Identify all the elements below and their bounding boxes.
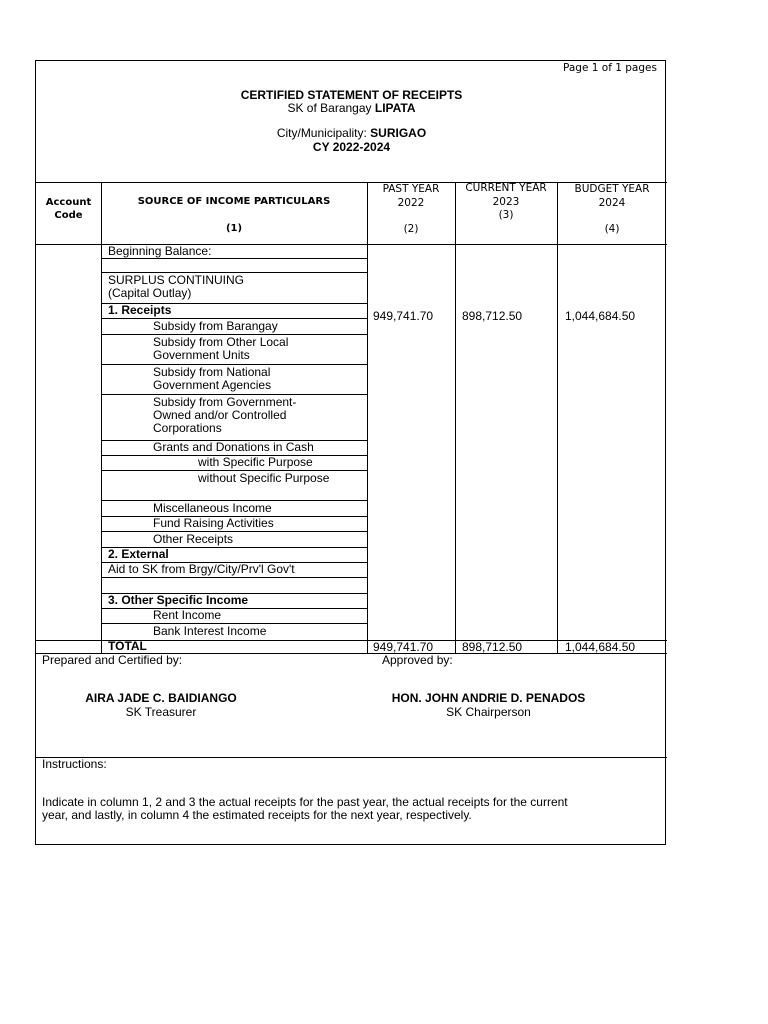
- row-line: [101, 258, 367, 259]
- calendar-year: CY 2022-2024: [312, 140, 391, 154]
- past-year-column-number: (2): [403, 223, 419, 235]
- subsidy-nga-label: [153, 366, 271, 392]
- other-specific-label: 3. Other Specific Income: [108, 593, 249, 607]
- budget-year-column-number: (4): [604, 223, 620, 235]
- account-code-header-line1: Account: [45, 197, 92, 208]
- row-line: [101, 577, 367, 578]
- col-divider-2: [367, 182, 368, 653]
- past-year-header-line1: PAST YEAR: [382, 183, 440, 195]
- grants-label: Grants and Donations in Cash: [153, 440, 314, 454]
- without-purpose-label: without Specific Purpose: [198, 471, 330, 485]
- subsidy-lgu-label-line1: Subsidy from Other Local: [153, 335, 289, 349]
- past-year-total: 949,741.70: [373, 640, 434, 654]
- current-year-header-line2: 2023: [492, 195, 520, 208]
- current-year-header: [455, 182, 557, 223]
- treasurer-title: SK Treasurer: [125, 705, 197, 719]
- past-year-header-line2: 2022: [397, 197, 425, 209]
- instructions-text-line1: Indicate in column 1, 2 and 3 the actual receipts for the past year, the actual receipts for the current: [42, 795, 568, 809]
- external-label: 2. External: [108, 547, 169, 561]
- misc-income-label: Miscellaneous Income: [153, 501, 272, 515]
- surplus-label-line2: (Capital Outlay): [108, 286, 192, 300]
- subsidy-gocc-label-line1: Subsidy from Government-: [153, 395, 297, 409]
- row-line: [101, 608, 367, 609]
- col-divider-3: [455, 182, 456, 653]
- instructions-label: Instructions:: [42, 757, 107, 771]
- budget-year-total: 1,044,684.50: [565, 640, 636, 654]
- current-year-value: 898,712.50: [462, 309, 523, 323]
- row-line: [101, 531, 367, 532]
- subsidy-lgu-label: [153, 336, 288, 362]
- beginning-balance-label: Beginning Balance:: [108, 244, 212, 258]
- particulars-column-number: (1): [225, 223, 243, 234]
- fund-raising-label: Fund Raising Activities: [153, 516, 274, 530]
- col-divider-4: [557, 182, 558, 653]
- budget-year-header-line2: 2024: [598, 197, 626, 209]
- current-year-header-line3: (3): [498, 209, 514, 221]
- budget-year-header-line1: BUDGET YEAR: [574, 183, 650, 195]
- instructions-text-line2: year, and lastly, in column 4 the estimated receipts for the next year, respectively.: [42, 808, 472, 822]
- past-year-value: 949,741.70: [373, 309, 434, 323]
- subsidy-gocc-label-line2: Owned and/or Controlled: [153, 408, 287, 422]
- account-code-header: [36, 196, 101, 222]
- current-year-header-line1: CURRENT YEAR: [465, 182, 547, 194]
- bank-interest-label: Bank Interest Income: [153, 624, 267, 638]
- city-name: SURIGAO: [370, 126, 427, 140]
- page-info: Page 1 of 1 pages: [563, 62, 657, 74]
- surplus-label: [108, 274, 244, 300]
- particulars-header: SOURCE OF INCOME PARTICULARS: [137, 196, 331, 207]
- subsidy-nga-label-line1: Subsidy from National: [153, 365, 271, 379]
- city-prefix: City/Municipality:: [276, 126, 371, 140]
- total-label: TOTAL: [108, 639, 147, 653]
- current-year-total: 898,712.50: [462, 640, 523, 654]
- subsidy-gocc-label-line3: Corporations: [153, 421, 222, 435]
- barangay-name: LIPATA: [374, 101, 416, 115]
- chairperson-name: HON. JOHN ANDRIE D. PENADOS: [391, 691, 586, 705]
- chairperson-title: SK Chairperson: [446, 705, 531, 719]
- col-divider-1: [101, 182, 102, 653]
- account-code-header-line2: Code: [54, 210, 83, 221]
- subsidy-barangay-label: Subsidy from Barangay: [153, 319, 278, 333]
- aid-label: Aid to SK from Brgy/City/Prv'l Gov't: [108, 562, 295, 576]
- document-title: CERTIFIED STATEMENT OF RECEIPTS: [240, 88, 463, 102]
- signature-bottom-line: [36, 757, 667, 758]
- subsidy-nga-label-line2: Government Agencies: [153, 378, 272, 392]
- surplus-label-line1: SURPLUS CONTINUING: [108, 273, 245, 287]
- barangay-prefix: SK of Barangay: [287, 101, 375, 115]
- rent-income-label: Rent Income: [153, 608, 222, 622]
- prepared-by-label: Prepared and Certified by:: [42, 653, 183, 667]
- receipts-label: 1. Receipts: [108, 303, 172, 317]
- statement-sheet: [35, 60, 666, 845]
- approved-by-label: Approved by:: [382, 653, 453, 667]
- other-receipts-label: Other Receipts: [153, 532, 234, 546]
- city-line: [36, 126, 667, 140]
- subsidy-gocc-label: [153, 396, 296, 435]
- budget-year-value: 1,044,684.50: [565, 309, 636, 323]
- budget-year-header: [557, 182, 667, 210]
- subsidy-lgu-label-line2: Government Units: [153, 348, 250, 362]
- with-purpose-label: with Specific Purpose: [198, 455, 313, 469]
- barangay-line: [36, 101, 667, 115]
- past-year-header: [367, 182, 455, 210]
- treasurer-name: AIRA JADE C. BAIDIANGO: [85, 691, 237, 705]
